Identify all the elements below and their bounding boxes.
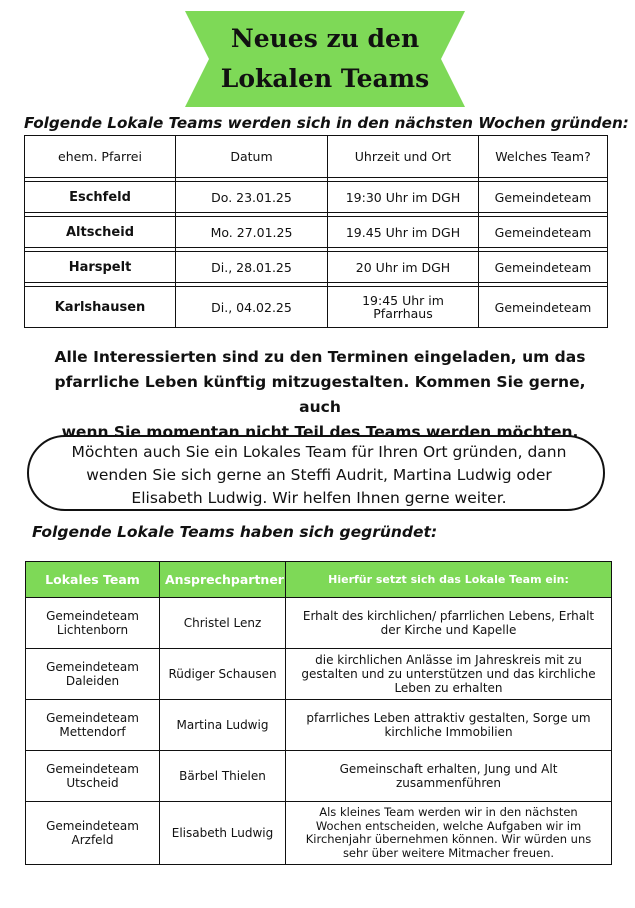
table-row: [26, 802, 612, 865]
team-place: Utscheid: [66, 776, 119, 790]
column-header: Hierfür setzt sich das Lokale Team ein:: [286, 562, 612, 598]
task-cell: [286, 649, 612, 700]
task-line: Leben zu erhalten: [394, 681, 503, 695]
time-place-line: 19:45 Uhr im: [362, 293, 444, 308]
contact-cell: Elisabeth Ludwig: [160, 802, 286, 865]
founded-heading: Folgende Lokale Teams haben sich gegründet:: [32, 523, 438, 541]
team-name: Gemeindeteam: [46, 762, 139, 776]
task-line: der Kirche und Kapelle: [380, 623, 517, 637]
parish-cell: Harspelt: [25, 252, 176, 283]
date-cell: Di., 04.02.25: [176, 287, 328, 328]
table-header-row: [26, 562, 612, 598]
task-line: Gemeinschaft erhalten, Jung und Alt: [339, 762, 558, 776]
invitation-line: wenn Sie momentan nicht Teil des Teams werden möchten.: [61, 423, 579, 441]
column-header: Welches Team?: [479, 136, 608, 178]
contact-cell: Martina Ludwig: [160, 700, 286, 751]
title-line-1: Neues zu den: [230, 24, 420, 53]
page-title: [185, 19, 465, 99]
task-cell: [286, 802, 612, 865]
table-row: [26, 700, 612, 751]
founded-table: [25, 561, 612, 865]
team-cell: [26, 700, 160, 751]
team-name: Gemeindeteam: [46, 711, 139, 725]
upcoming-table: [24, 135, 608, 328]
table-row: [26, 598, 612, 649]
date-cell: Do. 23.01.25: [176, 182, 328, 213]
task-line: die kirchlichen Anlässe im Jahreskreis mit zu: [315, 653, 582, 667]
task-line: sehr über weitere Mitmacher freuen.: [342, 845, 555, 860]
team-place: Daleiden: [65, 674, 120, 688]
time-place-cell: 20 Uhr im DGH: [328, 252, 479, 283]
contact-cell: Bärbel Thielen: [160, 751, 286, 802]
task-cell: [286, 598, 612, 649]
task-line: zusammenführen: [396, 776, 501, 790]
parish-cell: Altscheid: [25, 217, 176, 248]
task-line: Erhalt des kirchlichen/ pfarrlichen Lebens, Erhalt: [302, 609, 595, 623]
task-cell: [286, 700, 612, 751]
parish-cell: Eschfeld: [25, 182, 176, 213]
task-line: Kirchenjahr übernehmen können. Wir würden uns: [305, 832, 592, 846]
table-header-row: [25, 136, 608, 178]
callout-line: Möchten auch Sie ein Lokales Team für Ihren Ort gründen, dann: [71, 443, 567, 461]
column-header: ehem. Pfarrei: [25, 136, 176, 178]
title-banner: [185, 11, 465, 107]
date-cell: Di., 28.01.25: [176, 252, 328, 283]
contact-callout: [27, 435, 605, 511]
task-cell: [286, 751, 612, 802]
team-cell: [26, 598, 160, 649]
time-place-line: Pfarrhaus: [373, 306, 433, 321]
team-place: Lichtenborn: [56, 623, 129, 637]
table-row: [26, 751, 612, 802]
invitation-line: pfarrliche Leben künftig mitzugestalten. Kommen Sie gerne, auch: [54, 373, 586, 416]
table-row: [26, 649, 612, 700]
column-header: Uhrzeit und Ort: [328, 136, 479, 178]
contact-cell: Rüdiger Schausen: [160, 649, 286, 700]
team-name: Gemeindeteam: [46, 660, 139, 674]
team-place: Mettendorf: [59, 725, 126, 739]
team-cell: Gemeindeteam: [479, 287, 608, 328]
table-row: [25, 182, 608, 213]
table-row: [25, 252, 608, 283]
team-cell: Gemeindeteam: [479, 252, 608, 283]
time-place-cell: [328, 287, 479, 328]
invitation-text: [40, 345, 600, 445]
team-cell: [26, 802, 160, 865]
team-cell: [26, 649, 160, 700]
callout-line: wenden Sie sich gerne an Steffi Audrit, Martina Ludwig oder: [86, 466, 552, 484]
date-cell: Mo. 27.01.25: [176, 217, 328, 248]
team-name: Gemeindeteam: [46, 609, 139, 623]
column-header: Datum: [176, 136, 328, 178]
contact-cell: Christel Lenz: [160, 598, 286, 649]
column-header: Lokales Team: [26, 562, 160, 598]
team-place: Arzfeld: [71, 833, 114, 847]
table-row: [25, 217, 608, 248]
upcoming-heading: Folgende Lokale Teams werden sich in den nächsten Wochen gründen:: [24, 114, 629, 132]
parish-cell: Karlshausen: [25, 287, 176, 328]
invitation-line: Alle Interessierten sind zu den Terminen eingeladen, um das: [54, 348, 586, 366]
time-place-cell: 19.45 Uhr im DGH: [328, 217, 479, 248]
table-row: [25, 287, 608, 328]
time-place-cell: 19:30 Uhr im DGH: [328, 182, 479, 213]
callout-line: Elisabeth Ludwig. Wir helfen Ihnen gerne weiter.: [131, 489, 507, 507]
team-cell: Gemeindeteam: [479, 217, 608, 248]
task-line: pfarrliches Leben attraktiv gestalten, Sorge um: [306, 711, 591, 725]
title-line-2: Lokalen Teams: [220, 64, 430, 93]
team-name: Gemeindeteam: [46, 819, 139, 833]
team-cell: Gemeindeteam: [479, 182, 608, 213]
team-cell: [26, 751, 160, 802]
task-line: kirchliche Immobilien: [384, 725, 513, 739]
task-line: Als kleines Team werden wir in den nächsten: [319, 805, 578, 819]
column-header: Ansprechpartner: [160, 562, 286, 598]
task-line: gestalten und zu unterstützen und das kirchliche: [301, 667, 596, 681]
callout-text: [59, 441, 579, 510]
task-line: Wochen entscheiden, welche Aufgaben wir im: [315, 818, 582, 833]
